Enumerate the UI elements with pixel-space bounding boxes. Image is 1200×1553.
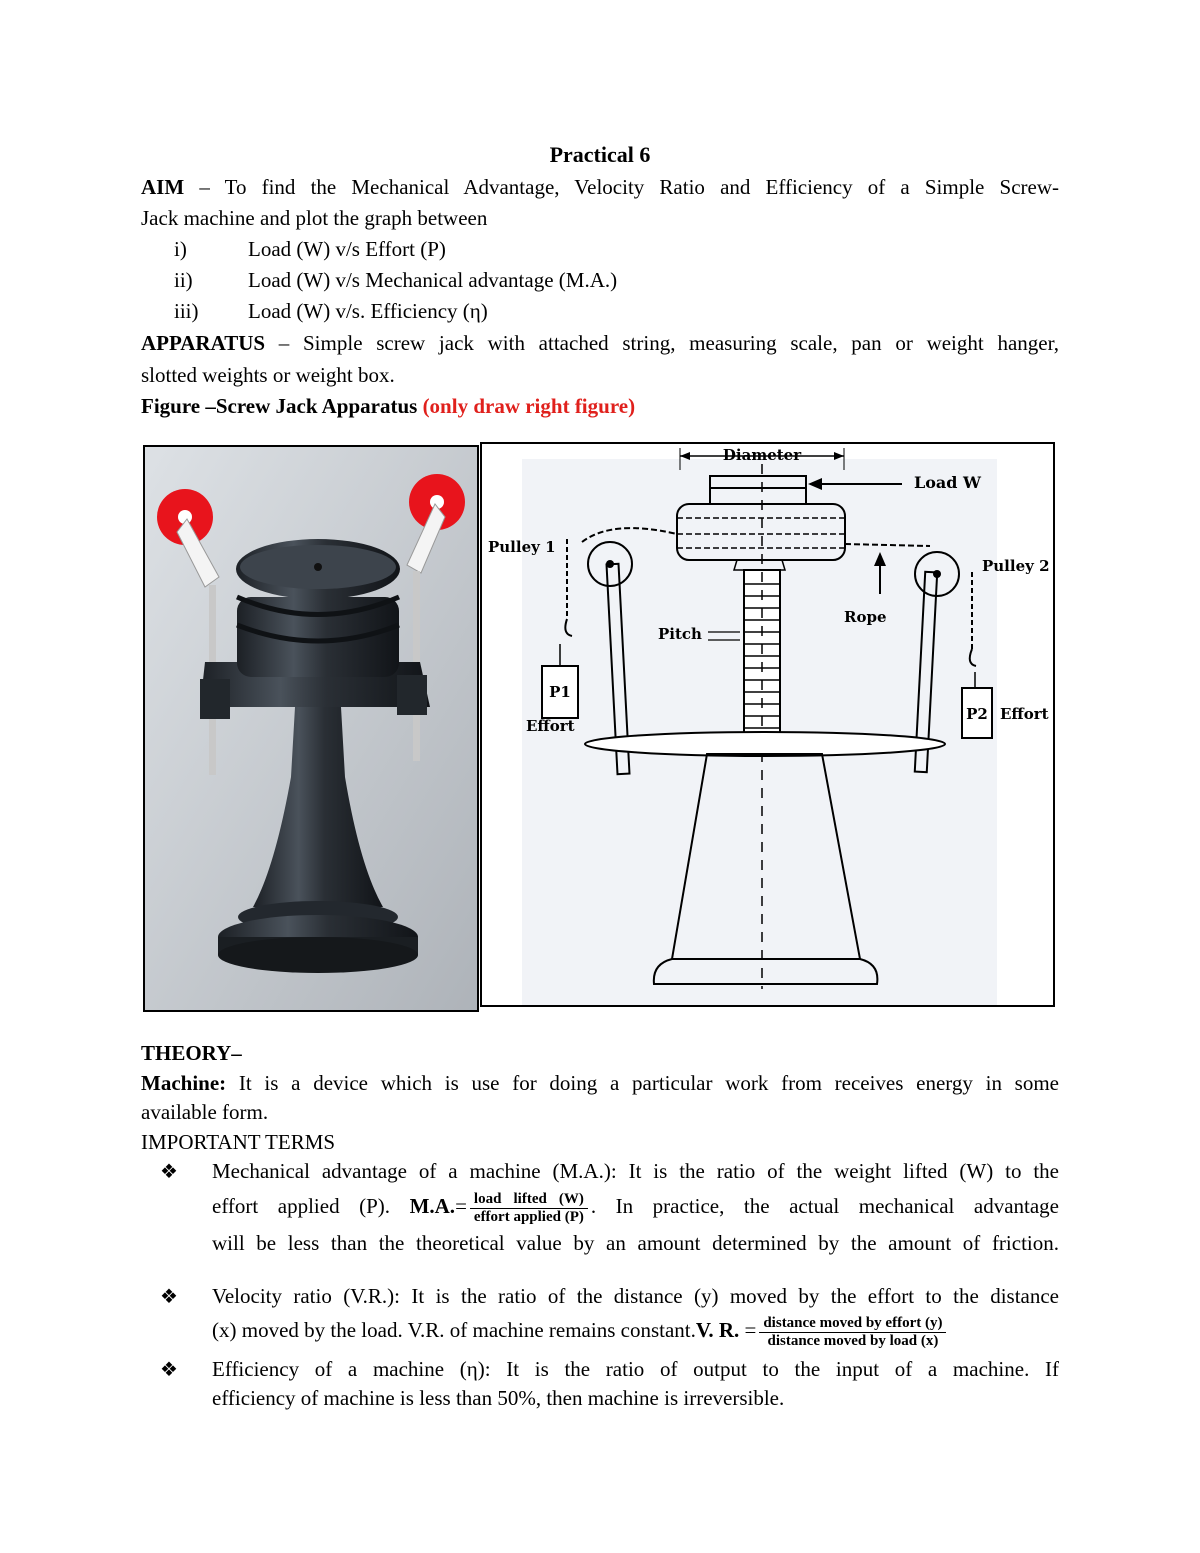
aim-line-1: AIM – To find the Mechanical Advantage, Velocity Ratio and Efficiency of a Simple Screw- [141,175,1059,199]
theory-heading: THEORY– [141,1041,242,1065]
p1-label: P1 [549,683,571,701]
load-label: Load W [914,473,982,492]
aim-label: AIM [141,175,185,199]
pulley2-label: Pulley 2 [982,557,1050,575]
screw-jack-diagram [480,442,1055,1007]
vr-line-2: (x) moved by the load. V.R. of machine remains constant.V. R. = $\frac{\text{distance moved by effort (y)}}{\text{distance moved by load (x)}}$ [212,1310,1059,1350]
effort2-label: Effort [1000,705,1049,723]
figure-caption: Figure –Screw Jack Apparatus (only draw right figure) [141,394,636,418]
diameter-label: Diameter [722,446,802,464]
document-page: Practical 6 AIM – To find the Mechanical Advantage, Velocity Ratio and Efficiency of a Simple Screw- Jack machine and plot the graph between i) Load (W) v/s Effort (P) ii) Load (W) v/s Mechanical advantage (M.A.) iii) Load (W) v/s. Efficiency (η) APPARATUS – Simple screw jack with attached string, measuring scale, pan or weight hanger, slotted weights or weight box. Figure –Screw Jack Apparatus (only draw right figure) Diameter Load W P1 Effort Pulley 1 P2 Effort Pulley 2 Rope Pitch THEORY– Machine: It is a device which is use for doing a particular work from receives energy in some available form. IMPORTANT TERMS ❖ Mechanical advantage of a machine (M.A.): It is the ratio of the weight lifted (W) to the effort applied (P). M.A.= $\frac{\text{load lifted (W)}}{\text{effort applied (P)}}$ . In practice, the actual mechanical advantage will be less than the theoretical value by an amount determined by the amount of friction. ❖ Velocity ratio (V.R.): It is the ratio of the distance (y) moved by the effort to the distance (x) moved by the load. V.R. of machine remains constant.V. R. = $\frac{\text{distance moved by effort (y)}}{\text{distance moved by load (x)}}$ ❖ Efficiency of a machine (η): It is the ratio of output to the input of a machine. If efficiency of machine is less than 50%, then machine is irreversible. [0,0,1200,1553]
pitch-label: Pitch [658,625,702,643]
aim-line-2: Jack machine and plot the graph between [141,206,488,230]
effort1-label: Effort [526,717,575,735]
p2-label: P2 [966,705,988,723]
efficiency-line-1: Efficiency of a machine (η): It is the ratio of output to the input of a machine. If [212,1357,1059,1381]
apparatus-line-1: APPARATUS – Simple screw jack with attached string, measuring scale, pan or weight hanger, [141,331,1059,355]
bullet-icon: ❖ [160,1286,178,1308]
bullet-icon: ❖ [160,1161,178,1183]
figure-note: (only draw right figure) [422,394,636,418]
screw-jack-schematic [482,444,1053,1005]
terms-heading: IMPORTANT TERMS [141,1130,336,1154]
bullet-icon: ❖ [160,1359,178,1381]
ma-line-3: will be less than the theoretical value by an amount determined by the amount of friction. [212,1231,1059,1255]
machine-label: Machine: [141,1071,227,1095]
page-title: Practical 6 [549,142,651,167]
ma-formula: $\frac{\text{load lifted (W)}}{\text{effort applied (P)}}$ [470,1191,588,1226]
apparatus-line-2: slotted weights or weight box. [141,363,395,387]
screw-jack-photo-drawing [145,447,477,1010]
ma-line-1: Mechanical advantage of a machine (M.A.): It is the ratio of the weight lifted (W) to the [212,1159,1059,1183]
ma-line-2: effort applied (P). M.A.= $\frac{\text{load lifted (W)}}{\text{effort applied (P)}}$ . In practice, the actual mechanical advantage [212,1190,1059,1225]
vr-formula: $\frac{\text{distance moved by effort (y)}}{\text{distance moved by load (x)}}$ [759,1315,946,1350]
vr-formula-label: V. R. [695,1318,740,1342]
apparatus-label: APPARATUS [141,331,266,355]
machine-line-1: Machine: It is a device which is use for doing a particular work from receives energy in some [141,1071,1059,1095]
screw-jack-photo [143,445,479,1012]
pulley1-label: Pulley 1 [488,538,556,556]
machine-line-2: available form. [141,1100,269,1124]
vr-line-1: Velocity ratio (V.R.): It is the ratio of the distance (y) moved by the effort to the distance [212,1284,1059,1308]
ma-formula-label: M.A. [409,1194,456,1218]
rope-label: Rope [844,608,887,626]
efficiency-line-2: efficiency of machine is less than 50%, then machine is irreversible. [212,1386,785,1410]
